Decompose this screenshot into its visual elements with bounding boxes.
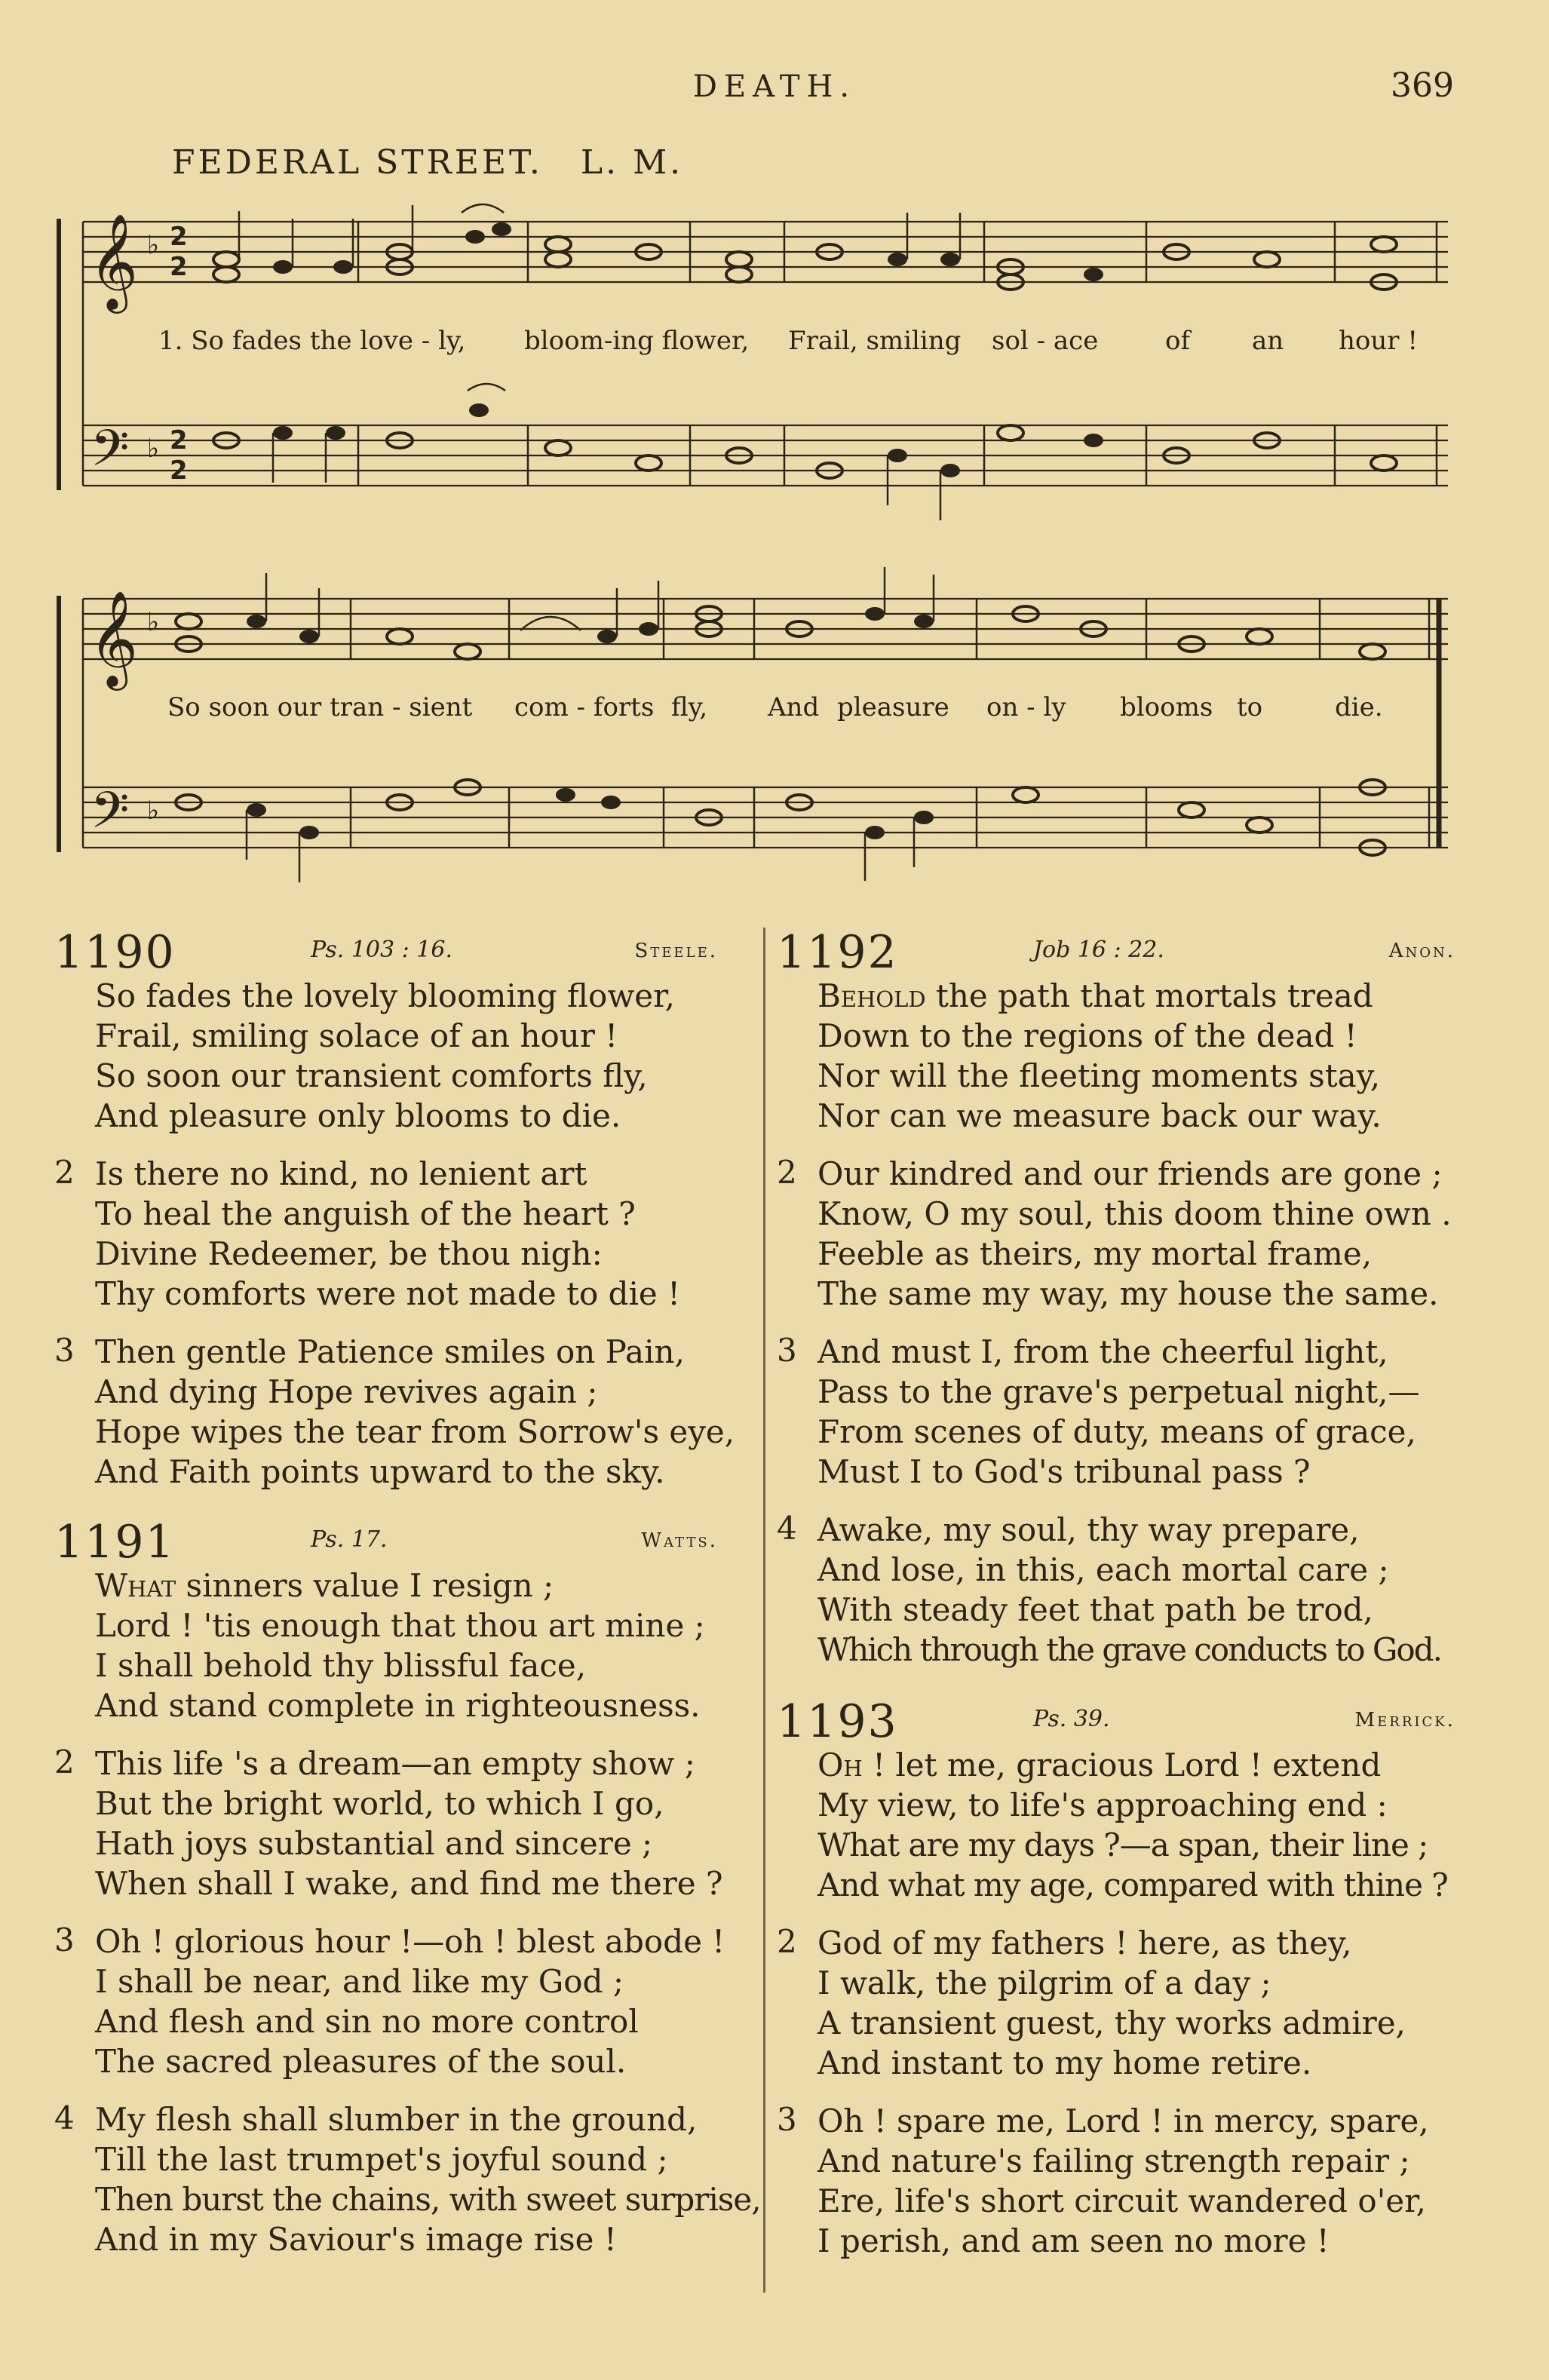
verse-line: I shall be near, and like my God ; [95, 1963, 624, 2000]
lyric-syllable: And [768, 692, 820, 722]
lyric-syllable: sol - ace [992, 326, 1099, 356]
verse-line: My flesh shall slumber in the ground, [95, 2101, 698, 2138]
verse-line: This life 's a dream—an empty show ; [95, 1745, 695, 1782]
first-word: Behold [817, 977, 926, 1014]
verse-line: When shall I wake, and find me there ? [95, 1865, 723, 1902]
stanza-3 [777, 1332, 1455, 1492]
verse-line [54, 1566, 718, 1606]
verse-line: Ere, life's short circuit wandered o'er, [817, 2182, 1426, 2219]
stanza-2 [54, 1744, 723, 1903]
stanza-2 [777, 1923, 1455, 2083]
staff-system-1-treble [83, 222, 1448, 282]
verse-line: My view, to life's approaching end : [817, 1787, 1388, 1823]
svg-text:2: 2 [170, 222, 188, 252]
lyric-syllable: to [1237, 692, 1263, 722]
lyric-syllable: com - forts [514, 692, 655, 722]
verse-line: Then gentle Patience smiles on Pain, [95, 1333, 685, 1370]
verse-line: Divine Redeemer, be thou nigh: [95, 1235, 603, 1272]
stanza-2 [777, 1154, 1455, 1314]
stanza-1 [54, 1566, 718, 1725]
stanza-number: 2 [54, 1744, 75, 1780]
hymn-author: Watts. [641, 1529, 718, 1552]
page-number: 369 [1391, 66, 1454, 105]
verse-line: And pleasure only blooms to die. [95, 1097, 621, 1134]
svg-text:𝄢: 𝄢 [90, 781, 130, 851]
lyric-syllable: hour ! [1339, 326, 1418, 356]
stanza-number: 3 [777, 1332, 797, 1369]
verse-line: And Faith points upward to the sky. [95, 1453, 665, 1490]
svg-text:♭: ♭ [147, 434, 160, 464]
lyric-syllable: die. [1335, 692, 1383, 722]
verse-line: I perish, and am seen no more ! [817, 2222, 1330, 2259]
hymn-1191 [54, 1516, 761, 2277]
verse-line: Thy comforts were not made to die ! [95, 1275, 680, 1312]
hymn-author: Steele. [634, 940, 718, 962]
verse-line: And nature's failing strength repair ; [817, 2142, 1410, 2179]
lyric-syllable: an [1252, 326, 1284, 356]
verse-line: And dying Hope revives again ; [95, 1373, 598, 1410]
staff-system-2-bass [83, 787, 1448, 848]
verse-line: Oh ! spare me, Lord ! in mercy, spare, [817, 2102, 1429, 2139]
stanza-2 [54, 1154, 718, 1314]
verse-line [777, 1745, 1455, 1785]
verse-line: Is there no kind, no lenient art [95, 1155, 587, 1192]
svg-text:♭: ♭ [147, 607, 160, 637]
verse-line: I walk, the pilgrim of a day ; [817, 1964, 1271, 2001]
stanza-4 [777, 1510, 1455, 1670]
lyric-syllable: fly, [671, 692, 708, 722]
verse-line: So fades the lovely blooming flower, [95, 977, 675, 1014]
svg-text:♭: ♭ [147, 230, 160, 260]
scripture-reference: Ps. 103 : 16. [311, 937, 452, 963]
verse-line: Pass to the grave's perpetual night,— [817, 1373, 1420, 1410]
svg-text:2: 2 [170, 425, 188, 455]
lyric-syllable: blooms [1120, 692, 1213, 722]
page-header-title: DEATH. [692, 69, 857, 104]
svg-text:𝄢: 𝄢 [90, 419, 130, 489]
verse-line: And stand complete in righteousness. [95, 1687, 701, 1724]
first-word: What [95, 1567, 176, 1604]
verse-line: Down to the regions of the dead ! [817, 1017, 1357, 1054]
lyric-syllable: So soon our tran - sient [167, 692, 473, 722]
hymn-header [777, 1695, 1455, 1748]
stanza-number: 3 [54, 1332, 75, 1369]
lyrics-line-1 [0, 326, 1549, 359]
stanza-1 [54, 976, 718, 1136]
verse-line: And instant to my home retire. [817, 2044, 1312, 2081]
verse-line [777, 976, 1455, 1016]
lyric-syllable: 1. So fades the love - ly, [158, 326, 466, 356]
verse-line: Then burst the chains, with sweet surprise, [95, 2181, 761, 2218]
verse-line: So soon our transient comforts fly, [95, 1057, 648, 1094]
stanza-1 [777, 1745, 1455, 1905]
stanza-4 [54, 2099, 761, 2259]
hymn-number: 1190 [54, 926, 176, 979]
verse-line: And in my Saviour's image rise ! [95, 2221, 617, 2258]
lyric-syllable: of [1165, 326, 1191, 356]
svg-text:𝄞: 𝄞 [89, 590, 139, 686]
verse-line: And must I, from the cheerful light, [817, 1333, 1388, 1370]
hymn-1193 [777, 1695, 1455, 2279]
hymn-number: 1192 [777, 926, 898, 979]
verse-line: A transient guest, thy works admire, [817, 2004, 1406, 2041]
lyrics-line-2 [0, 692, 1549, 725]
hymn-number: 1191 [54, 1516, 176, 1569]
verse-line: Frail, smiling solace of an hour ! [95, 1017, 618, 1054]
lyric-syllable: on - ly [986, 692, 1066, 722]
verse-line: To heal the anguish of the heart ? [95, 1195, 636, 1232]
hymn-1190 [54, 926, 735, 1510]
stanza-number: 4 [777, 1510, 797, 1547]
lyric-syllable: Frail, smiling [788, 326, 962, 356]
stanza-number: 3 [777, 2101, 797, 2138]
tune-name: FEDERAL STREET. [172, 143, 543, 182]
tune-meter: L. M. [580, 143, 684, 182]
verse-line: The same my way, my house the same. [817, 1275, 1439, 1312]
verse-line: Lord ! 'tis enough that thou art mine ; [95, 1607, 705, 1644]
stanza-number: 2 [777, 1154, 797, 1191]
scripture-reference: Ps. 39. [1033, 1706, 1110, 1732]
scripture-reference: Ps. 17. [311, 1526, 388, 1553]
lyric-syllable: pleasure [837, 692, 949, 722]
scripture-reference: Job 16 : 22. [1033, 937, 1164, 963]
verse-line: Hope wipes the tear from Sorrow's eye, [95, 1413, 735, 1450]
verse-line: Hath joys substantial and sincere ; [95, 1825, 653, 1862]
verse-line: And lose, in this, each mortal care ; [817, 1551, 1389, 1588]
verse-line: With steady feet that path be trod, [817, 1591, 1373, 1628]
hymn-header [777, 926, 1455, 979]
stanza-number: 3 [54, 1921, 75, 1958]
verse-line: Till the last trumpet's joyful sound ; [95, 2141, 668, 2178]
hymn-number: 1193 [777, 1695, 898, 1748]
first-word: Oh [817, 1747, 863, 1783]
hymn-header [54, 1516, 718, 1569]
stanza-3 [777, 2101, 1455, 2261]
hymn-author: Merrick. [1354, 1709, 1455, 1731]
verse-line: But the bright world, to which I go, [95, 1785, 664, 1822]
verse-line: Must I to God's tribunal pass ? [817, 1453, 1311, 1490]
verse-line: And flesh and sin no more control [95, 2003, 639, 2040]
svg-text:𝄞: 𝄞 [89, 213, 139, 309]
verse-line: Nor can we measure back our way. [817, 1097, 1382, 1134]
hymn-1192 [777, 926, 1455, 1688]
svg-text:♭: ♭ [147, 796, 160, 826]
music-score [0, 0, 1549, 890]
verse-line: What are my days ?—a span, their line ; [817, 1826, 1428, 1863]
verse-line: Our kindred and our friends are gone ; [817, 1155, 1443, 1192]
stanza-number: 4 [54, 2099, 75, 2136]
staff-system-2-treble [83, 599, 1448, 659]
verse-line: And what my age, compared with thine ? [817, 1866, 1448, 1903]
stanza-number: 2 [54, 1154, 75, 1191]
lyric-syllable: bloom-ing flower, [524, 326, 750, 356]
verse-line: From scenes of duty, means of grace, [817, 1413, 1416, 1450]
stanza-3 [54, 1921, 725, 2081]
svg-text:2: 2 [170, 252, 188, 282]
stanza-1 [777, 976, 1455, 1136]
verse-line: The sacred pleasures of the soul. [95, 2043, 627, 2080]
verse-line: God of my fathers ! here, as they, [817, 1925, 1352, 1961]
verse-line: Know, O my soul, this doom thine own . [817, 1195, 1452, 1232]
verse-line: Which through the grave conducts to God. [817, 1631, 1441, 1668]
svg-text:2: 2 [170, 455, 188, 486]
first-line-rest: sinners value I resign ; [176, 1567, 554, 1604]
verse-line: Oh ! glorious hour !—oh ! blest abode ! [95, 1923, 725, 1960]
hymn-header [54, 926, 718, 979]
verse-line: I shall behold thy blissful face, [95, 1647, 587, 1684]
verse-line: Awake, my soul, thy way prepare, [817, 1511, 1360, 1548]
first-line-rest: the path that mortals tread [925, 977, 1373, 1014]
stanza-number: 2 [777, 1923, 797, 1960]
verse-line: Feeble as theirs, my mortal frame, [817, 1235, 1373, 1272]
hymn-author: Anon. [1388, 940, 1455, 962]
column-divider [763, 928, 765, 2293]
verse-line: Nor will the fleeting moments stay, [817, 1057, 1381, 1094]
stanza-3 [54, 1332, 735, 1492]
first-line-rest: ! let me, gracious Lord ! extend [862, 1747, 1382, 1783]
